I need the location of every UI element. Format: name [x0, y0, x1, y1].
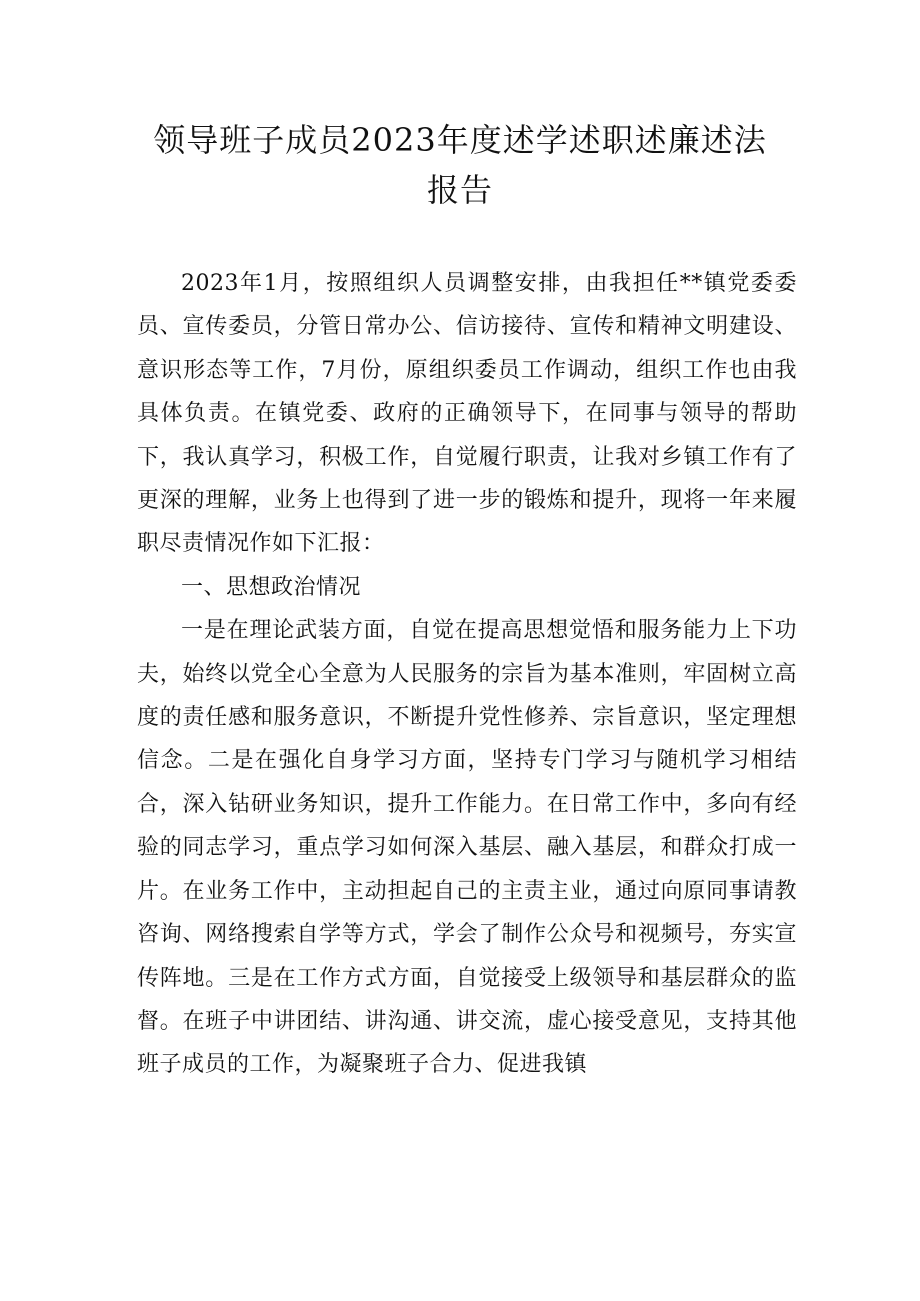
paragraph-intro: 2023年1月，按照组织人员调整安排，由我担任**镇党委委员、宣传委员，分管日常办公、信访接待、宣传和精神文明建设、意识形态等工作，7月份，原组织委员工作调动，组织工作也由我具体负责。在镇党委、政府的正确领导下，在同事与领导的帮助下，我认真学习，积极工作，自觉履行职责，让我对乡镇工作有了更深的理解，业务上也得到了进一步的锻炼和提升，现将一年来履职尽责情况作如下汇报： [137, 271, 797, 557]
document-title-line2: 报告 [426, 171, 493, 209]
document-body [137, 262, 797, 1087]
section-heading-political: 一、思想政治情况 [181, 574, 362, 600]
paragraph-political: 一是在理论武装方面，自觉在提高思想觉悟和服务能力上下功夫，始终以党全心全意为人民服务的宗旨为基本准则，牢固树立高度的责任感和服务意识，不断提升党性修养、宗旨意识，坚定理想信念。二是在强化自身学习方面，坚持专门学习与随机学习相结合，深入钻研业务知识，提升工作能力。在日常工作中，多向有经验的同志学习，重点学习如何深入基层、融入基层，和群众打成一片。在业务工作中，主动担起自己的主责主业，通过向原同事请教咨询、网络搜索自学等方式，学会了制作公众号和视频号，夯实宣传阵地。三是在工作方式方面，自觉接受上级领导和基层群众的监督。在班子中讲团结、讲沟通、讲交流，虚心接受意见，支持其他班子成员的工作，为凝聚班子合力、促进我镇 [137, 618, 797, 1078]
document-title-line1: 领导班子成员2023年度述学述职述廉述法 [153, 121, 767, 159]
